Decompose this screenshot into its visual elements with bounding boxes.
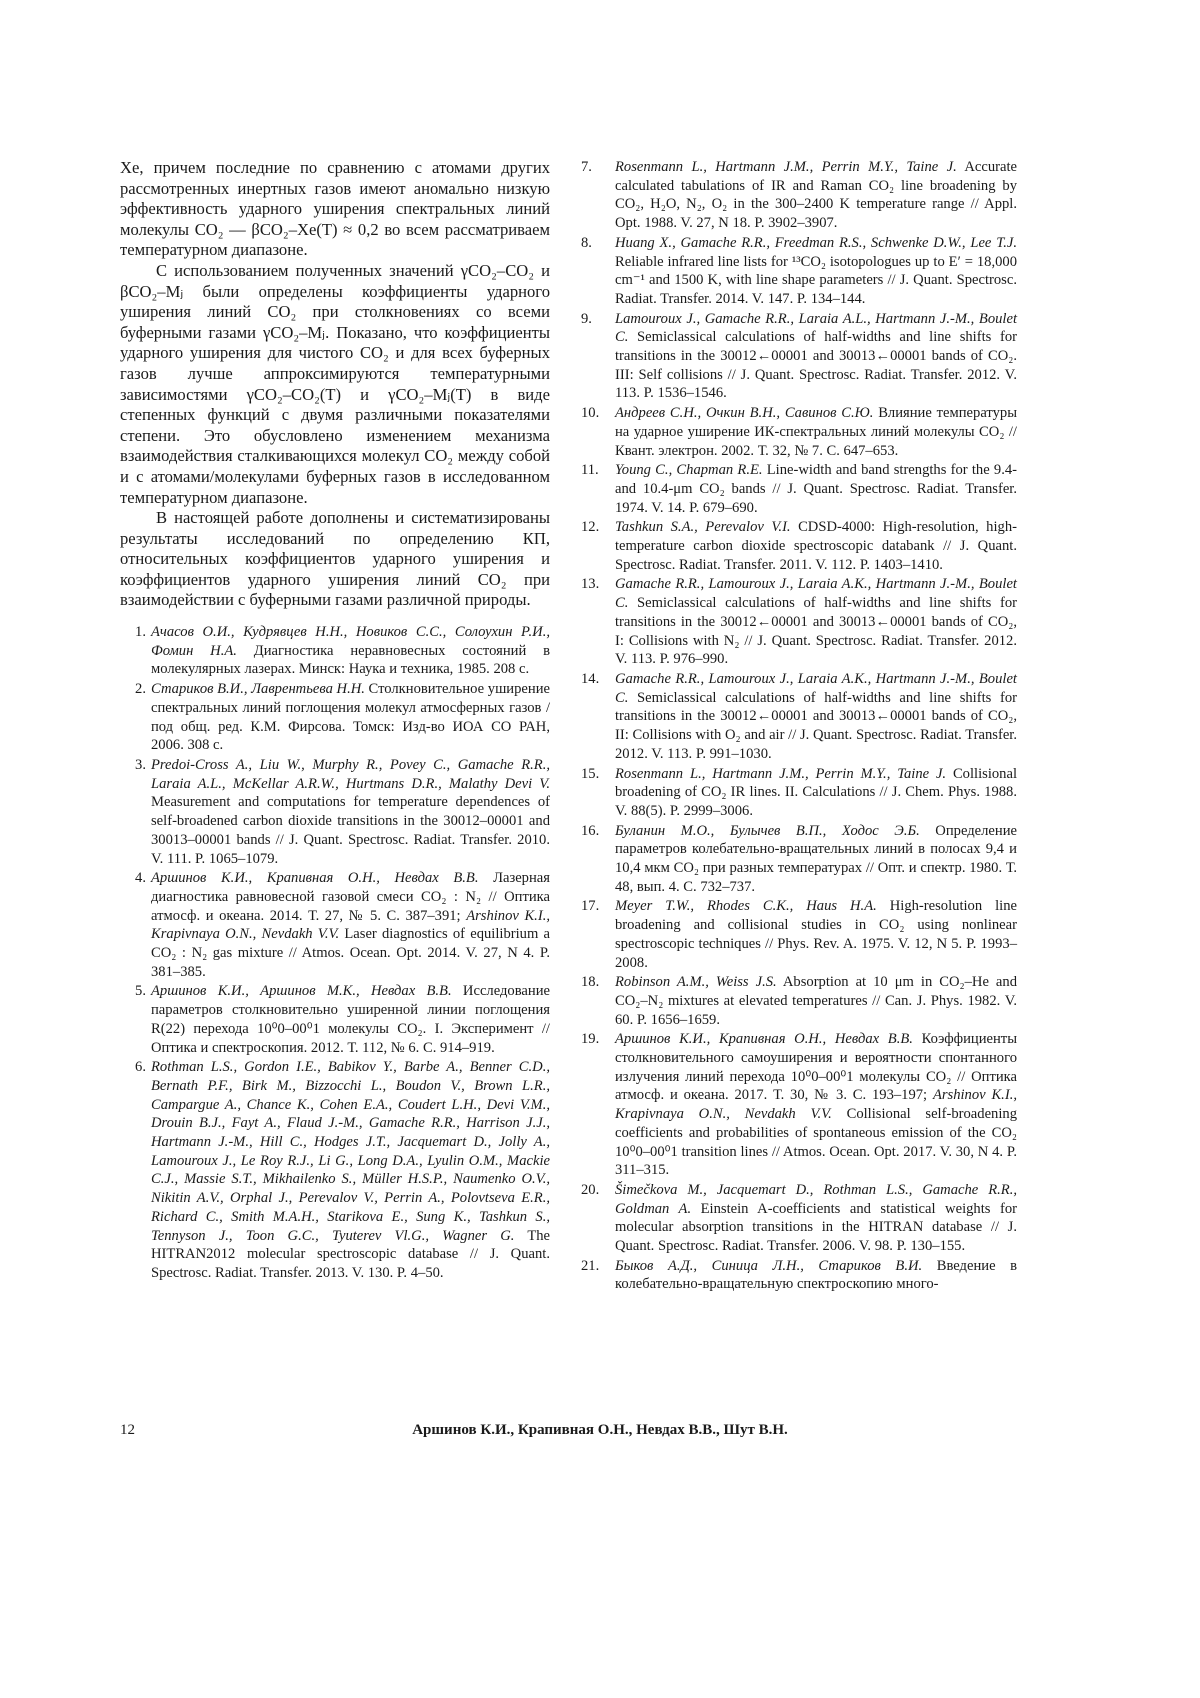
reference-text: Accurate calculated tabulations of IR and Raman CO₂ line broadening by CO₂, H₂O, N₂, O₂ in the 300–2400 K temperature range // Appl. Opt. 1988. V. 27, N 18. P. 3902–3907. xyxy=(615,159,1017,232)
running-footer-authors: Аршинов К.И., Крапивная О.Н., Невдах В.В., Шут В.Н. xyxy=(412,1422,788,1438)
reference-authors: Аршинов К.И., Крапивная О.Н., Невдах В.В. xyxy=(151,870,479,887)
reference-text: Line-width and band strengths for the 9.4- and 10.4-μm CO₂ bands // J. Quant. Spectrosc. Radiat. Transfer. 1974. V. 14. P. 679–690. xyxy=(615,462,1018,516)
page-number: 12 xyxy=(120,1422,135,1438)
reference-number: 19. xyxy=(581,1031,600,1048)
reference-text: Лазерная диагностика равновесной газовой смеси CO₂ : N₂ // Оптика атмосф. и океана. 2014. Т. 27, № 5. С. 387–391; xyxy=(151,870,550,924)
reference-item xyxy=(581,670,1017,764)
reference-text: Absorption at 10 μm in CO₂–He and CO₂–N₂ mixtures at elevated temperatures // Can. J. Phys. 1982. V. 60. P. 1656–1659. xyxy=(615,974,1017,1028)
reference-number: 16. xyxy=(581,822,600,839)
reference-number: 12. xyxy=(581,519,600,536)
reference-number: 6. xyxy=(135,1059,146,1076)
reference-item xyxy=(581,973,1017,1029)
right-column xyxy=(581,158,1018,1295)
reference-item xyxy=(581,765,1018,821)
reference-text: Semiclassical calculations of half-widths and line shifts for transitions in the 30012←00001 and 30013←00001 bands of CO₂, I: Collisions with N₂ // J. Quant. Spectrosc. Radiat. Transfer. 2012. V. 113. P. 976–990. xyxy=(615,595,1017,668)
reference-item xyxy=(122,982,550,1057)
reference-number: 2. xyxy=(135,681,146,698)
reference-authors: Rothman L.S., Gordon I.E., Babikov Y., Barbe A., Benner C.D., Bernath P.F., Birk M., Bizzocchi L., Boudon V., Brown L.R., Campargue A., Chance K., Cohen E.A., Coudert L.H., Devi V.M., Drouin B.J., Fayt A., Flaud J.-M., Gamache R.R., Harrison J.J., Hartmann J.-M., Hill C., Hodges J.T., Jacquemart D., Jolly A., Lamouroux J., Le Roy R.J., Li G., Long D.A., Lyulin O.M., Mackie C.J., Massie S.T., Mikhailenko S., Müller H.S.P., Naumenko O.V., Nikitin A.V., Orphal J., Perevalov V., Perrin A., Polovtseva E.R., Richard C., Smith M.A.H., Starikova E., Sung K., Tashkun S., Tennyson J., Toon G.C., Tyuterev Vl.G., Wagner G. xyxy=(151,1059,550,1244)
reference-item xyxy=(122,1058,550,1282)
reference-authors: Ачасов О.И., Кудрявцев Н.Н., Новиков С.С., Солоухин Р.И., Фомин Н.А. xyxy=(151,624,550,659)
reference-text: Einstein A-coefficients and statistical weights for molecular absorption transitions in the HITRAN database // J. Quant. Spectrosc. Radiat. Transfer. 2006. V. 98. P. 130–155. xyxy=(615,1200,1017,1255)
reference-text: The HITRAN2012 molecular spectroscopic database // J. Quant. Spectrosc. Radiat. Transfer. 2013. V. 130. P. 4–50. xyxy=(151,1227,551,1281)
reference-number: 14. xyxy=(581,670,600,687)
body-paragraph: Xe, причем последние по сравнению с атомами других рассмотренных инертных газов имеют аномально низкую эффективность ударного уширения спектральных линий молекулы CO₂ — βCO₂–Xe(T) ≈ 0,2 во всем рассматриваем температурном диапазоне. xyxy=(120,158,550,260)
reference-item xyxy=(581,822,1017,897)
reference-number: 1. xyxy=(135,624,146,641)
reference-number: 17. xyxy=(581,898,600,915)
reference-item xyxy=(581,1181,1017,1256)
reference-list-left xyxy=(120,623,550,1283)
reference-authors: Стариков В.И., Лаврентьева Н.Н. xyxy=(151,681,365,698)
reference-authors: Lamouroux J., Gamache R.R., Laraia A.L., Hartmann J.-M., Boulet C. xyxy=(615,310,1017,346)
reference-authors: Аршинов К.И., Крапивная О.Н., Невдах В.В. xyxy=(615,1031,913,1048)
reference-text: High-resolution line broadening and collisional studies in CO₂ using nonlinear spectroscopic techniques // Phys. Rev. A. 1975. V. 12, N 5. P. 1993–2008. xyxy=(615,898,1017,971)
reference-item xyxy=(581,461,1018,517)
reference-list-right xyxy=(581,158,1018,1294)
reference-number: 5. xyxy=(135,983,146,1000)
reference-item xyxy=(122,756,550,868)
reference-item xyxy=(581,897,1017,972)
reference-authors: Tashkun S.A., Perevalov V.I. xyxy=(615,519,791,536)
reference-item xyxy=(581,404,1018,460)
reference-authors: Arshinov K.I., Krapivnaya O.N., Nevdakh V.V. xyxy=(615,1087,1017,1123)
reference-authors: Андреев С.Н., Очкин В.Н., Савинов С.Ю. xyxy=(615,405,874,422)
reference-text: Collisional broadening of CO₂ IR lines. II. Calculations // J. Chem. Phys. 1988. V. 88(5). P. 2999–3006. xyxy=(615,765,1018,819)
reference-number: 4. xyxy=(135,870,146,887)
reference-number: 7. xyxy=(581,159,592,175)
reference-text: Столкновительное уширение спектральных линий поглощения молекул атмосферных газов / под общ. ред. К.М. Фирсова. Томск: Изд-во ИОА СО РАН, 2006. 308 с. xyxy=(151,681,550,754)
reference-text: CDSD-4000: High-resolution, high-temperature carbon dioxide spectroscopic databank // J. Quant. Spectrosc. Radiat. Transfer. 2011. V. 112. P. 1403–1410. xyxy=(615,519,1017,573)
reference-text: Laser diagnostics of equilibrium a CO₂ : N₂ gas mixture // Atmos. Ocean. Opt. 2014. V. 27, N 4. P. 381–385. xyxy=(151,926,550,980)
reference-text: Collisional self-broadening coefficients and probabilities of spontaneous emission of the CO₂ 10⁰0–00⁰1 transition lines // Atmos. Ocean. Opt. 2017. V. 30, N 4. P. 311–315. xyxy=(615,1106,1017,1179)
reference-authors: Arshinov K.I., Krapivnaya O.N., Nevdakh V.V. xyxy=(151,907,550,943)
reference-item xyxy=(581,234,1017,309)
reference-item xyxy=(581,158,1017,233)
reference-number: 10. xyxy=(581,405,600,422)
reference-authors: Буланин М.О., Булычев В.П., Ходос Э.Б. xyxy=(615,822,920,839)
reference-text: Semiclassical calculations of half-widths and line shifts for transitions in the 30012←00001 and 30013←00001 bands of CO₂. III: Self collisions // J. Quant. Spectrosc. Radiat. Transfer. 2012. V. 113. P. 1536–1546. xyxy=(615,329,1017,402)
reference-item xyxy=(122,869,550,981)
reference-number: 13. xyxy=(581,576,600,593)
reference-item xyxy=(581,575,1017,669)
reference-authors: Huang X., Gamache R.R., Freedman R.S., Schwenke D.W., Lee T.J. xyxy=(615,234,1017,251)
reference-authors: Быков А.Д., Синица Л.Н., Стариков В.И. xyxy=(615,1257,923,1274)
body-paragraph: С использованием полученных значений γCO₂–CO₂ и βCO₂–Mⱼ были определены коэффициенты ударного уширения линий CO₂ при столкновениях со всеми буферными газами γCO₂–Mⱼ. Показано, что коэффициенты ударного уширения для чистого CO₂ и для всех буферных газов лучше аппроксимируются температурными зависимостями γCO₂–CO₂(T) и γCO₂–Mⱼ(T) в виде степенных функций с двумя различными показателями степени. Это обусловлено изменением механизма взаимодействия сталкивающихся молекул CO₂ между собой и с атомами/молекулами буферных газов в исследованном температурном диапазоне. xyxy=(120,260,550,507)
reference-authors: Аршинов К.И., Аршинов М.К., Невдах В.В. xyxy=(151,983,452,1000)
reference-number: 18. xyxy=(581,974,600,991)
reference-authors: Meyer T.W., Rhodes C.K., Haus H.A. xyxy=(615,898,877,915)
reference-number: 20. xyxy=(581,1181,600,1198)
reference-text: Коэффициенты столкновительного самоуширения и вероятности спонтанного излучения линий перехода 10⁰0–00⁰1 молекулы CO₂ // Оптика атмосф. и океана. 2017. Т. 30, № 3. С. 193–197; xyxy=(615,1031,1017,1104)
reference-text: Semiclassical calculations of half-widths and line shifts for transitions in the 30012←00001 and 30013←00001 bands of CO₂, II: Collisions with O₂ and air // J. Quant. Spectrosc. Radiat. Transfer. 2012. V. 113. P. 991–1030. xyxy=(615,689,1017,762)
reference-authors: Šimečkova M., Jacquemart D., Rothman L.S., Gamache R.R., Goldman A. xyxy=(615,1181,1017,1217)
reference-authors: Predoi-Cross A., Liu W., Murphy R., Povey C., Gamache R.R., Laraia A.L., McKellar A.R.W., Hurtmans D.R., Malathy Devi V. xyxy=(151,756,550,792)
reference-item xyxy=(122,680,550,755)
reference-authors: Gamache R.R., Lamouroux J., Laraia A.K., Hartmann J.-M., Boulet C. xyxy=(615,576,1017,612)
reference-item xyxy=(581,518,1017,574)
reference-text: Исследование параметров столкновительно уширенной линии поглощения R(22) перехода 10⁰0–00⁰1 молекулы CO₂. I. Эксперимент // Оптика и спектроскопия. 2012. Т. 112, № 6. С. 914–919. xyxy=(151,983,550,1056)
reference-number: 21. xyxy=(581,1257,600,1274)
reference-text: Введение в колебательно-вращательную спектроскопию много- xyxy=(615,1257,1017,1293)
reference-number: 11. xyxy=(581,462,599,479)
reference-item xyxy=(581,310,1017,404)
reference-item xyxy=(581,1030,1017,1180)
reference-text: Reliable infrared line lists for ¹³CO₂ isotopologues up to E′ = 18,000 cm⁻¹ and 1500 K, with line shape parameters // J. Quant. Spectrosc. Radiat. Transfer. 2014. V. 147. P. 134–144. xyxy=(615,253,1017,307)
reference-number: 3. xyxy=(135,756,146,773)
reference-item xyxy=(122,623,550,679)
reference-text: Диагностика неравновесных состояний в молекулярных лазерах. Минск: Наука и техника, 1985. 208 с. xyxy=(151,642,550,678)
reference-authors: Robinson A.M., Weiss J.S. xyxy=(615,974,777,991)
reference-text: Measurement and computations for temperature dependences of self-broadened carbon dioxide transitions in the 30012–00001 and 30013–00001 bands // J. Quant. Spectrosc. Radiat. Transfer. 2010. V. 111. P. 1065–1079. xyxy=(151,794,550,867)
reference-authors: Rosenmann L., Hartmann J.M., Perrin M.Y., Taine J. xyxy=(615,159,957,175)
reference-number: 8. xyxy=(581,234,592,251)
reference-authors: Young C., Chapman R.E. xyxy=(615,462,763,479)
body-text xyxy=(120,158,550,611)
reference-number: 9. xyxy=(581,310,592,327)
reference-authors: Gamache R.R., Lamouroux J., Laraia A.K., Hartmann J.-M., Boulet C. xyxy=(615,670,1017,706)
reference-text: Влияние температуры на ударное уширение ИК-спектральных линий молекулы CO₂ // Квант. электрон. 2002. Т. 32, № 7. С. 647–653. xyxy=(615,405,1018,459)
reference-number: 15. xyxy=(581,765,600,782)
reference-authors: Rosenmann L., Hartmann J.M., Perrin M.Y., Taine J. xyxy=(615,765,947,782)
reference-text: Определение параметров колебательно-вращательных линий в полосах 9,4 и 10,4 мкм CO₂ при разных температурах // Опт. и спектр. 1980. Т. 48, вып. 4. С. 732–737. xyxy=(615,822,1017,895)
body-paragraph: В настоящей работе дополнены и систематизированы результаты исследований по определению КП, относительных коэффициентов ударного уширения и коэффициентов ударного уширения линий CO₂ при взаимодействии с буферными газами различной природы. xyxy=(120,508,550,610)
left-column xyxy=(120,158,550,1284)
reference-item xyxy=(581,1257,1017,1294)
